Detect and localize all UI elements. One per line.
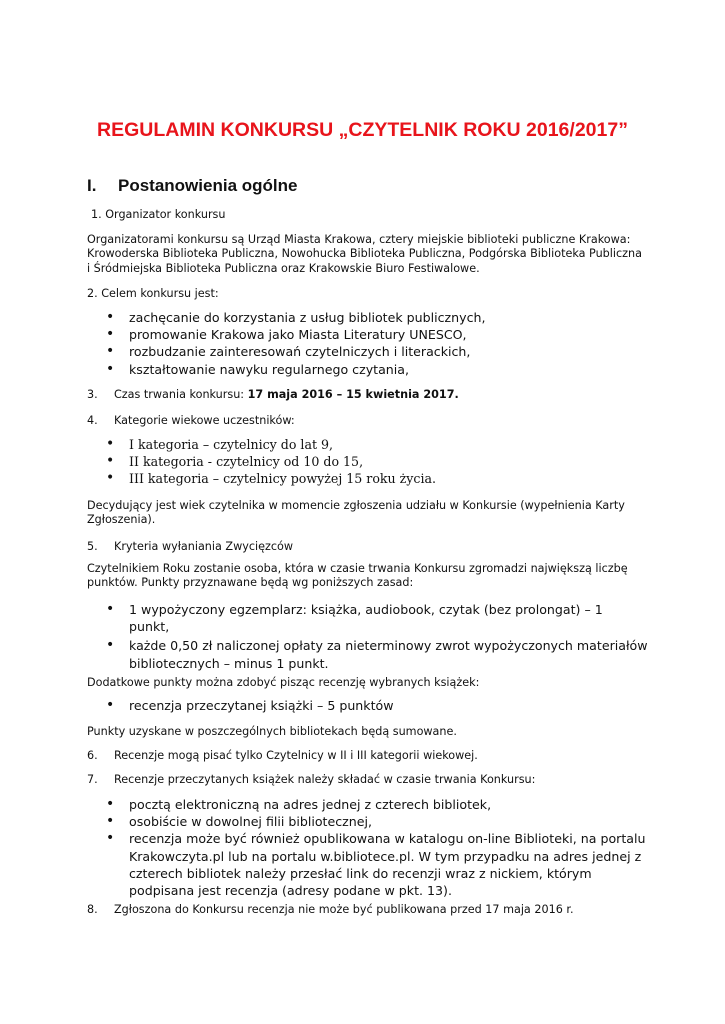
- submission-list: [106, 796, 645, 899]
- list-item: • rozbudzanie zainteresowań czytelniczych i literackich,: [106, 343, 486, 360]
- text-line: punktów. Punkty przyznawane będą wg poniższych zasad:: [87, 576, 414, 590]
- text-line: Krowoderska Biblioteka Publiczna, Nowohucka Biblioteka Publiczna, Podgórska Biblioteka Publiczna: [87, 247, 642, 261]
- text-line: Krakowczyta.pl lub na portalu w.bibliotece.pl. W tym przypadku na adres jednej z: [129, 848, 642, 864]
- paragraph-organizers: [87, 233, 647, 276]
- text-line: czterech bibliotek należy przesłać link do recenzji wraz z nickiem, którym: [129, 865, 592, 881]
- list-item: • I kategoria – czytelnicy do lat 9,: [106, 436, 436, 453]
- list-item: [106, 830, 645, 899]
- paragraph-winner: [87, 562, 647, 591]
- text-line: i Śródmiejska Biblioteka Publiczna oraz Krakowskie Biuro Festiwalowe.: [87, 261, 480, 275]
- age-categories-list: [106, 436, 436, 488]
- paragraph-goals-heading: 2. Celem konkursu jest:: [87, 287, 219, 300]
- item-duration: [87, 388, 647, 402]
- text-line: Czytelnikiem Roku zostanie osoba, która w czasie trwania Konkursu zgromadzi największą liczbę: [87, 562, 628, 575]
- item-text: Recenzje mogą pisać tylko Czytelnicy w II i III kategorii wiekowej.: [114, 749, 478, 762]
- points-list: [106, 601, 648, 672]
- item-text: Czas trwania konkursu:: [114, 388, 248, 401]
- item-number: 7.: [87, 773, 98, 786]
- goals-list: [106, 309, 486, 378]
- item-number: 4.: [87, 414, 98, 427]
- list-item: • pocztą elektroniczną na adres jednej z czterech bibliotek,: [106, 796, 645, 813]
- text-line: Organizatorami konkursu są Urząd Miasta Krakowa, cztery miejskie biblioteki publiczne Krakowa:: [87, 233, 631, 246]
- text-line: • recenzja może być również opublikowana w katalogu on-line Biblioteki, na portalu: [129, 831, 646, 847]
- list-item: [106, 637, 648, 671]
- list-item: • III kategoria – czytelnicy powyżej 15 roku życia.: [106, 470, 436, 487]
- text-line: Decydujący jest wiek czytelnika w momencie zgłoszenia udziału w Konkursie (wypełnienia Karty: [87, 499, 625, 512]
- paragraph-extra-points: Dodatkowe punkty można zdobyć pisząc recenzję wybranych książek:: [87, 676, 480, 689]
- text-line: Zgłoszenia).: [87, 513, 156, 527]
- document-title: REGULAMIN KONKURSU „CZYTELNIK ROKU 2016/2017”: [97, 119, 628, 141]
- item-number: 5.: [87, 540, 98, 553]
- item-text: Zgłoszona do Konkursu recenzja nie może być publikowana przed 17 maja 2016 r.: [114, 903, 574, 916]
- text-line: • 1 wypożyczony egzemplarz: książka, audiobook, czytak (bez prolongat) – 1: [129, 602, 603, 617]
- item-number: 8.: [87, 903, 98, 916]
- paragraph-age-note: [87, 499, 647, 528]
- text-line: • każde 0,50 zł naliczonej opłaty za nieterminowy zwrot wypożyczonych materiałów: [129, 638, 648, 654]
- item-age-categories: [87, 414, 647, 428]
- item-dates: 17 maja 2016 – 15 kwietnia 2017.: [247, 388, 459, 401]
- item-review-submission: [87, 773, 647, 787]
- paragraph-summed: Punkty uzyskane w poszczególnych bibliotekach będą sumowane.: [87, 725, 457, 738]
- section-heading: [87, 176, 297, 196]
- item-number: 6.: [87, 749, 98, 762]
- item-text: Kategorie wiekowe uczestników:: [114, 414, 295, 427]
- item-number: 3.: [87, 388, 98, 401]
- section-number: I.: [87, 176, 97, 195]
- section-label: Postanowienia ogólne: [118, 176, 298, 195]
- list-item: • zachęcanie do korzystania z usług bibliotek publicznych,: [106, 309, 486, 326]
- item-text: Recenzje przeczytanych książek należy składać w czasie trwania Konkursu:: [114, 773, 536, 786]
- review-points-list: [106, 697, 394, 714]
- list-item: • kształtowanie nawyku regularnego czytania,: [106, 361, 486, 378]
- text-line: podpisana jest recenzja (adresy podane w pkt. 13).: [129, 883, 452, 899]
- list-item: • recenzja przeczytanej książki – 5 punktów: [106, 697, 394, 714]
- item-text: Kryteria wyłaniania Zwycięzców: [114, 540, 294, 553]
- text-line: punkt,: [129, 619, 170, 635]
- text-line: bibliotecznych – minus 1 punkt.: [129, 655, 329, 671]
- list-item: [106, 601, 648, 635]
- paragraph-organizer-heading: 1. Organizator konkursu: [91, 208, 226, 221]
- item-criteria: [87, 540, 647, 554]
- item-review-authors: [87, 749, 647, 763]
- list-item: • osobiście w dowolnej filii bibliotecznej,: [106, 813, 645, 830]
- list-item: • promowanie Krakowa jako Miasta Literatury UNESCO,: [106, 326, 486, 343]
- list-item: • II kategoria - czytelnicy od 10 do 15,: [106, 453, 436, 470]
- item-publication-date: [87, 903, 647, 917]
